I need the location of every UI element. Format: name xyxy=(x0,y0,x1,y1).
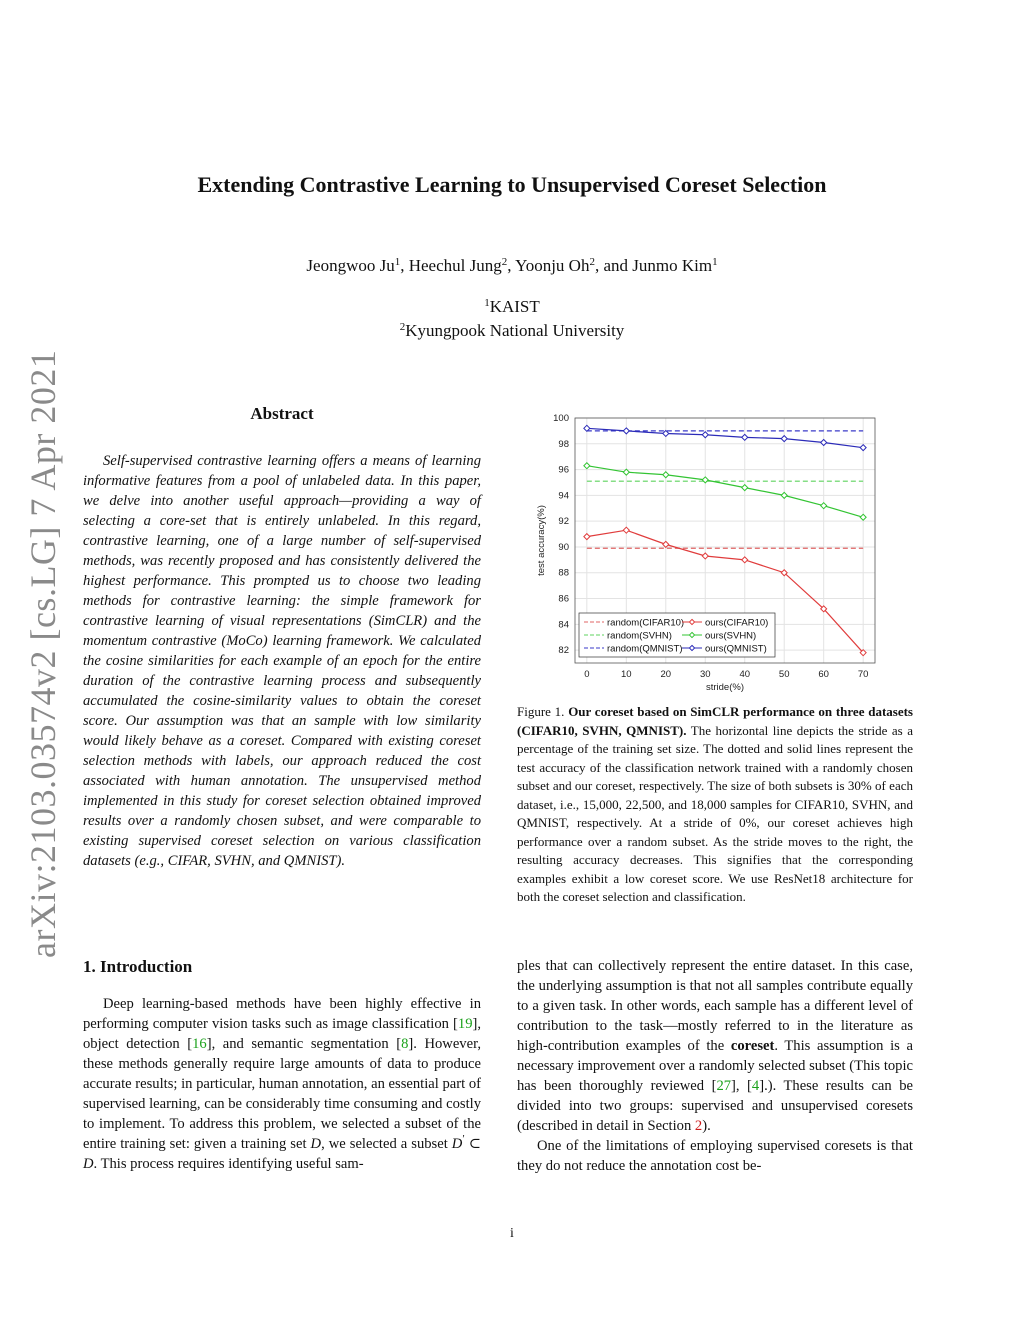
legend-label: random(CIFAR10) xyxy=(607,617,685,629)
y-tick-label: 90 xyxy=(558,541,569,553)
y-tick-label: 94 xyxy=(558,490,569,502)
x-tick-label: 30 xyxy=(699,669,711,680)
math-operator: ⊂ xyxy=(464,1136,481,1152)
author-name: Jeongwoo Ju xyxy=(306,256,395,275)
y-tick-label: 86 xyxy=(558,593,569,605)
figure-caption xyxy=(517,703,913,907)
citation-link[interactable]: 27 xyxy=(716,1078,732,1094)
author-name: and Junmo Kim xyxy=(603,256,713,275)
page-number: i xyxy=(510,1226,514,1241)
text-run: . This assumption is a necessary improvement over a randomly selected subset (This topic has been thoroughly reviewed [ xyxy=(517,1038,913,1094)
text-run: Deep learning-based methods have been highly effective in performing computer vision tasks such as image classification [ xyxy=(83,996,481,1032)
author-affiliation-mark: 1 xyxy=(712,256,718,268)
text-run: ], [ xyxy=(731,1078,752,1094)
text-run: . This process requires identifying useful sam- xyxy=(93,1156,364,1172)
text-run: ples that can collectively represent the entire dataset. In this case, the underlying assumption is that not all samples contribute equally to a given task. In other words, each sample has a different level of contribution to the task—mostly referred to in the literature as high-contribution examples of the xyxy=(517,958,913,1054)
author-affiliation-mark: 1 xyxy=(394,256,401,268)
legend-label: ours(QMNIST) xyxy=(705,643,767,655)
text-run: ). xyxy=(702,1118,711,1134)
author-affiliation-mark: 2 xyxy=(501,256,508,268)
section-link[interactable]: 2 xyxy=(694,1118,703,1134)
x-axis-label: stride(%) xyxy=(705,682,745,693)
affiliation-mark: 1 xyxy=(484,297,490,309)
affiliation xyxy=(0,321,1024,341)
math-prime: ′ xyxy=(462,1133,465,1145)
line-chart-svg xyxy=(520,405,880,695)
y-axis-label: test accuracy(%) xyxy=(536,505,547,576)
author-list: Jeongwoo Ju$^1$, Heechul Jung$^2$, Yoonju Oh$^2$, and Junmo Kim$^1$ xyxy=(306,256,718,275)
paragraph xyxy=(517,956,913,1136)
x-tick-label: 70 xyxy=(857,669,869,680)
y-tick-label: 92 xyxy=(558,516,569,528)
x-tick-label: 0 xyxy=(584,669,590,680)
abstract-text: Self-supervised contrastive learning offers a means of learning informative features from a pool of unlabeled data. In this paper, we delve into another useful approach—providing a way of selecting a core-set that is entirely unlabeled. In this regard, contrastive learning, one of a large number of self-supervised methods, was recently proposed and has consistently delivered the highest performance. This prompted us to choose two leading methods for contrastive learning: the simple framework for contrastive learning of visual representations (SimCLR) and the momentum contrastive (MoCo) learning framework. We calculated the cosine similarities for each example of an epoch for the entire duration of the contrastive learning process and subsequently accumulated the cosine-similarity values to obtain the coreset score. Our assumption was that an sample with low similarity would likely behave as a coreset. Compared with existing coreset selection methods with labels, our approach reduced the cost associated with human annotation. The unsupervised method implemented in this study for coreset selection obtained improved results over a randomly chosen subset, and were comparable to existing supervised coreset selection on various classification datasets (e.g., CIFAR, SVHN, and QMNIST). xyxy=(83,453,481,869)
math-symbol: D xyxy=(451,1136,463,1152)
citation-link[interactable]: 4 xyxy=(751,1078,760,1094)
text-run: ].). These results can be divided into two groups: supervised and unsupervised coresets (described in detail in Section xyxy=(517,1078,913,1134)
y-tick-label: 96 xyxy=(558,464,569,476)
affiliation-mark: 2 xyxy=(399,321,406,333)
introduction-heading: 1. Introduction xyxy=(83,957,193,976)
caption-text: The horizontal line depicts the stride as a percentage of the training set size. The dotted and solid lines represent the test accuracy of the classification network trained with a randomly chosen subset and our coreset, respectively. The size of both subsets is 30% of each dataset, i.e., 15,000, 22,500, and 18,000 samples for CIFAR10, SVHN, and QMNIST, respectively. At a stride of 0%, our coreset achieves high performance over a random subset. As the stride moves to the right, the resulting accuracy decreases. This signifies that the corresponding examples exhibit a low coreset score. We use ResNet18 architecture for both the coreset selection and classification. xyxy=(517,722,913,904)
math-symbol: D xyxy=(310,1136,322,1152)
bold-term: coreset xyxy=(730,1038,775,1054)
figure-chart xyxy=(520,405,880,695)
y-tick-label: 98 xyxy=(558,438,569,450)
y-tick-label: 100 xyxy=(553,413,569,424)
x-tick-label: 10 xyxy=(621,669,632,680)
affiliation-name: KAIST xyxy=(489,297,540,316)
math-symbol: D xyxy=(83,1156,94,1172)
x-tick-label: 20 xyxy=(660,669,672,680)
citation-link[interactable]: 16 xyxy=(192,1036,207,1052)
affiliation-name: Kyungpook National University xyxy=(405,321,625,340)
y-tick-label: 88 xyxy=(558,567,569,579)
author-affiliation-mark: 2 xyxy=(589,256,595,268)
caption-bold: Our coreset based on SimCLR performance on three datasets (CIFAR10, SVHN, QMNIST). xyxy=(517,704,913,738)
text-run: , we selected a subset xyxy=(321,1136,452,1152)
abstract-heading: Abstract xyxy=(250,404,314,423)
legend-label: random(QMNIST) xyxy=(607,643,683,655)
citation-link[interactable]: 8 xyxy=(401,1036,409,1052)
affiliation xyxy=(0,297,1024,317)
text-run: ], object detection [ xyxy=(83,1016,481,1052)
x-tick-label: 40 xyxy=(739,669,751,680)
legend-label: random(SVHN) xyxy=(607,630,672,642)
legend-label: ours(SVHN) xyxy=(705,630,757,642)
author-name: Yoonju Oh xyxy=(515,256,590,275)
figure-label: Figure 1. xyxy=(517,704,565,719)
author-name: Heechul Jung xyxy=(408,256,502,275)
y-tick-label: 82 xyxy=(558,645,569,657)
paragraph: One of the limitations of employing supervised coresets is that they do not reduce the annotation cost be- xyxy=(517,1138,913,1174)
x-tick-label: 60 xyxy=(818,669,829,680)
citation-link[interactable]: 19 xyxy=(457,1016,473,1032)
right-column-text xyxy=(517,956,913,1176)
x-tick-label: 50 xyxy=(778,669,790,680)
text-run: ]. However, these methods generally require large amounts of data to produce accurate results; in particular, human annotation, an essential part of supervised learning, can be considerably time consuming and costly to implement. To address this problem, we selected a subset of the entire training set: given a training set xyxy=(83,1036,481,1152)
arxiv-identifier: arXiv:2103.03574v2 [cs.LG] 7 Apr 2021 xyxy=(23,349,63,958)
legend-label: ours(CIFAR10) xyxy=(705,617,769,629)
paper-title: Extending Contrastive Learning to Unsupervised Coreset Selection xyxy=(197,172,827,197)
introduction-paragraph xyxy=(83,994,481,1174)
text-run: ], and semantic segmentation [ xyxy=(206,1036,402,1052)
y-tick-label: 84 xyxy=(558,619,569,631)
